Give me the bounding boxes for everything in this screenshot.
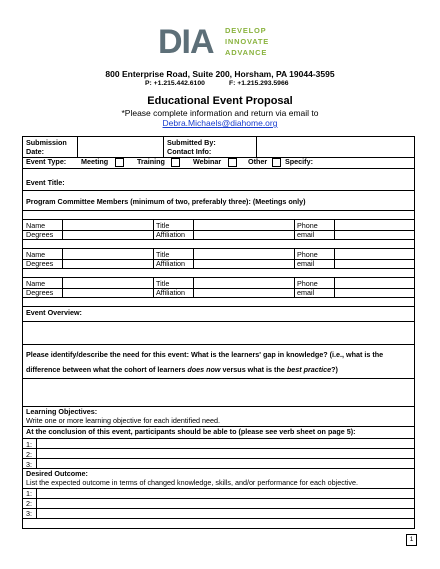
member-2-affiliation-label: Affiliation <box>156 259 186 268</box>
divider <box>62 277 63 297</box>
divider <box>193 219 194 239</box>
divider <box>36 438 37 468</box>
member-1-phone-label: Phone <box>297 221 318 230</box>
divider <box>36 488 37 518</box>
divider <box>294 248 295 268</box>
member-3-affiliation-label: Affiliation <box>156 288 186 297</box>
divider <box>22 259 415 260</box>
type-other-label: Other <box>248 157 268 166</box>
outcome-heading: Desired Outcome: <box>26 469 88 478</box>
training-checkbox[interactable] <box>171 158 180 167</box>
divider <box>22 168 415 169</box>
divider <box>22 378 415 379</box>
divider <box>153 248 154 268</box>
divider <box>22 488 415 489</box>
divider <box>62 248 63 268</box>
objectives-heading: Learning Objectives: <box>26 407 98 416</box>
outcome-description: List the expected outcome in terms of changed knowledge, skills, and/or performance for each objective. <box>26 478 359 487</box>
divider <box>193 277 194 297</box>
contact-info-label: Contact Info: <box>167 147 212 156</box>
member-3-name-label: Name <box>26 279 46 288</box>
divider <box>153 277 154 297</box>
conclusion-prompt: At the conclusion of this event, participants should be able to (please see verb sheet on page 5): <box>26 427 356 436</box>
type-meeting-label: Meeting <box>81 157 109 166</box>
event-overview-label: Event Overview: <box>26 308 82 317</box>
type-specify-label: Specify: <box>285 157 313 166</box>
member-2-email-label: email <box>297 259 315 268</box>
meeting-checkbox[interactable] <box>115 158 124 167</box>
member-3-phone-label: Phone <box>297 279 318 288</box>
divider <box>22 288 415 289</box>
divider <box>22 321 415 322</box>
divider <box>22 277 415 278</box>
logo-tagline-develop: DEVELOP <box>225 26 267 35</box>
event-title-label: Event Title: <box>26 178 65 187</box>
instructions: *Please complete information and return via email to <box>121 108 319 118</box>
divider <box>22 438 415 439</box>
divider <box>22 210 415 211</box>
divider <box>22 306 415 307</box>
member-1-email-label: email <box>297 230 315 239</box>
webinar-checkbox[interactable] <box>228 158 237 167</box>
outcome-number: 3: <box>26 509 32 518</box>
divider <box>153 219 154 239</box>
event-type-label: Event Type: <box>26 157 67 166</box>
member-2-name-label: Name <box>26 250 46 259</box>
page-number: 1 <box>406 534 417 546</box>
member-1-name-label: Name <box>26 221 46 230</box>
member-2-degrees-label: Degrees <box>26 259 54 268</box>
outcome-number: 2: <box>26 499 32 508</box>
address: 800 Enterprise Road, Suite 200, Horsham, PA 19044-3595 <box>105 69 335 79</box>
divider <box>22 518 415 519</box>
divider <box>294 219 295 239</box>
member-1-affiliation-label: Affiliation <box>156 230 186 239</box>
phone: P: +1.215.442.6100 <box>145 80 205 87</box>
divider <box>294 277 295 297</box>
objectives-description: Write one or more learning objective for each identified need. <box>26 416 221 425</box>
objective-number: 3: <box>26 460 32 469</box>
divider <box>22 498 415 499</box>
member-1-degrees-label: Degrees <box>26 230 54 239</box>
type-training-label: Training <box>137 157 165 166</box>
member-3-email-label: email <box>297 288 315 297</box>
page-title: Educational Event Proposal <box>147 95 293 107</box>
divider <box>62 219 63 239</box>
divider <box>77 136 78 157</box>
divider <box>193 248 194 268</box>
divider <box>22 508 415 509</box>
submission-date-label: Submission <box>26 138 67 147</box>
submitted-by-label: Submitted By: <box>167 138 216 147</box>
email-link[interactable]: Debra.Michaels@diahome.org <box>162 118 278 128</box>
logo-letters: DIA <box>158 23 214 61</box>
divider <box>22 458 415 459</box>
divider <box>22 219 415 220</box>
committee-heading: Program Committee Members (minimum of two, preferably three): (Meetings only) <box>26 197 306 206</box>
outcome-number: 1: <box>26 489 32 498</box>
divider <box>334 219 335 239</box>
divider <box>22 190 415 191</box>
member-3-degrees-label: Degrees <box>26 288 54 297</box>
divider <box>22 230 415 231</box>
divider <box>334 277 335 297</box>
logo-tagline-advance: ADVANCE <box>225 48 268 57</box>
need-question: Please identify/describe the need for this event: What is the learners' gap in knowledge? (i.e., what is the <box>26 350 384 359</box>
member-2-title-label: Title <box>156 250 170 259</box>
member-3-title-label: Title <box>156 279 170 288</box>
objective-number: 2: <box>26 450 32 459</box>
type-webinar-label: Webinar <box>193 157 222 166</box>
member-1-title-label: Title <box>156 221 170 230</box>
divider <box>22 239 415 240</box>
divider <box>334 248 335 268</box>
objective-number: 1: <box>26 440 32 449</box>
other-checkbox[interactable] <box>272 158 281 167</box>
divider <box>22 297 415 298</box>
divider <box>22 448 415 449</box>
divider <box>163 136 164 157</box>
divider <box>256 136 257 157</box>
divider <box>22 248 415 249</box>
divider <box>22 344 415 345</box>
fax: F: +1.215.293.5966 <box>229 80 289 87</box>
divider <box>22 268 415 269</box>
need-question-2: difference between what the cohort of learners does now versus what is the best practice?) <box>26 365 338 374</box>
member-2-phone-label: Phone <box>297 250 318 259</box>
submission-date-label-2: Date: <box>26 147 44 156</box>
dia-logo <box>158 24 288 60</box>
logo-tagline-innovate: INNOVATE <box>225 37 270 46</box>
